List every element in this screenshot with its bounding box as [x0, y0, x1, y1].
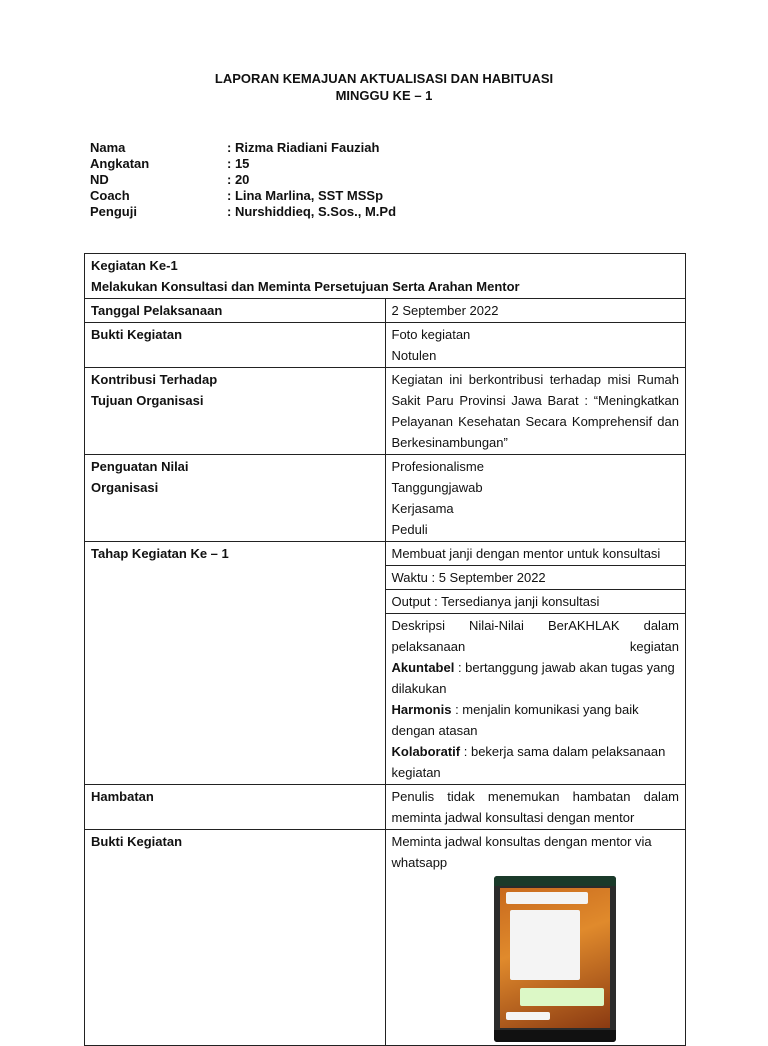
list-item: Tanggungjawab [391, 480, 483, 495]
table-row [85, 455, 686, 542]
report-subtitle: MINGGU KE – 1 [335, 88, 433, 103]
activity-table [84, 253, 686, 1046]
nilai-berakhlak-cell [385, 614, 686, 785]
bukti-label: Bukti Kegiatan [85, 323, 386, 368]
list-item: Foto kegiatan [391, 327, 471, 342]
chat-header-bar [494, 876, 616, 886]
chat-bubble [506, 892, 588, 904]
list-item: Profesionalisme [391, 459, 484, 474]
deskripsi-text: Deskripsi Nilai-Nilai BerAKHLAK dalam pelaksanaan kegiatan [391, 618, 679, 654]
kontribusi-value: Kegiatan ini berkontribusi terhadap misi Rumah Sakit Paru Provinsi Jawa Barat : “Meningkatkan Pelayanan Kesehatan Secara Komprehensif dan Berkesinambungan” [385, 368, 686, 455]
info-row-nd: ND : 20 [90, 172, 250, 187]
activity-header-cell [85, 254, 686, 299]
table-row [85, 542, 686, 566]
kontribusi-label: Kontribusi Terhadap Tujuan Organisasi [85, 368, 386, 455]
table-row [85, 323, 686, 368]
phone-nav-bar [494, 1030, 616, 1042]
info-row-nama: Nama : Rizma Riadiani Fauziah [90, 140, 380, 155]
table-row [85, 785, 686, 830]
info-row-penguji: Penguji : Nurshiddieq, S.Sos., M.Pd [90, 204, 397, 219]
chat-bubble [506, 1012, 550, 1020]
tahap-step: Waktu : 5 September 2022 [385, 566, 686, 590]
tahap-step: Membuat janji dengan mentor untuk konsultasi [385, 542, 686, 566]
activity-title: Melakukan Konsultasi dan Meminta Persetujuan Serta Arahan Mentor [91, 279, 520, 294]
bukti2-text: Meminta jadwal konsultas dengan mentor via whatsapp [391, 834, 652, 870]
hambatan-value: Penulis tidak menemukan hambatan dalam meminta jadwal konsultasi dengan mentor [385, 785, 686, 830]
table-row [85, 830, 686, 1046]
whatsapp-screenshot-image [494, 876, 616, 1042]
table-row [85, 254, 686, 299]
info-row-angkatan: Angkatan : 15 [90, 156, 250, 171]
nilai-akuntabel: Akuntabel : bertanggung jawab akan tugas yang dilakukan [391, 660, 675, 696]
list-item: Kerjasama [391, 501, 454, 516]
activity-number: Kegiatan Ke-1 [91, 258, 178, 273]
chat-background [500, 888, 610, 1028]
bukti-value [385, 323, 686, 368]
nilai-harmonis: Harmonis : menjalin komunikasi yang baik dengan atasan [391, 702, 639, 738]
hambatan-label: Hambatan [85, 785, 386, 830]
tahap-label: Tahap Kegiatan Ke – 1 [85, 542, 386, 785]
tanggal-label: Tanggal Pelaksanaan [85, 299, 386, 323]
chat-bubble [520, 988, 604, 1006]
penguatan-value [385, 455, 686, 542]
report-title: LAPORAN KEMAJUAN AKTUALISASI DAN HABITUASI [214, 71, 554, 86]
penguatan-label: Penguatan Nilai Organisasi [85, 455, 386, 542]
tahap-step: Output : Tersedianya janji konsultasi [385, 590, 686, 614]
chat-bubble [510, 910, 580, 980]
nilai-kolaboratif: Kolaboratif : bekerja sama dalam pelaksanaan kegiatan [391, 744, 666, 780]
list-item: Peduli [391, 522, 428, 537]
bukti2-label: Bukti Kegiatan [85, 830, 386, 1046]
identity-block [90, 140, 396, 220]
tanggal-value: 2 September 2022 [385, 299, 686, 323]
bukti2-value [385, 830, 686, 1046]
table-row [85, 368, 686, 455]
table-row [85, 299, 686, 323]
list-item: Notulen [391, 348, 437, 363]
info-row-coach: Coach : Lina Marlina, SST MSSp [90, 188, 384, 203]
